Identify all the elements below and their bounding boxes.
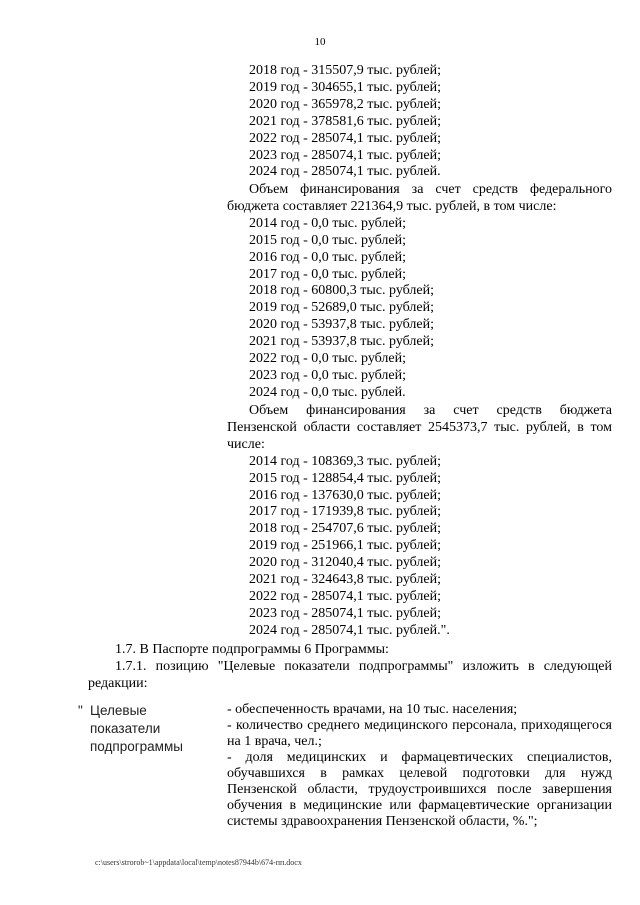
open-quote: " xyxy=(78,703,83,718)
funding-line: 2014 год - 0,0 тыс. рублей; xyxy=(249,215,407,231)
federal-funding-block xyxy=(227,182,612,402)
funding-line: 2022 год - 0,0 тыс. рублей; xyxy=(249,351,407,367)
funding-line: 2024 год - 0,0 тыс. рублей. xyxy=(249,384,406,400)
funding-line: 2020 год - 53937,8 тыс. рублей; xyxy=(249,317,435,333)
page-number: 10 xyxy=(314,36,326,48)
funding-line: 2024 год - 285074,1 тыс. рублей.". xyxy=(249,622,450,638)
funding-line: 2019 год - 251966,1 тыс. рублей; xyxy=(249,538,442,554)
label-line: подпрограммы xyxy=(90,739,183,754)
funding-line: 2015 год - 0,0 тыс. рублей; xyxy=(249,232,407,248)
label-line: Целевые xyxy=(90,703,147,718)
funding-line: 2016 год - 137630,0 тыс. рублей; xyxy=(249,487,442,503)
funding-line: 2018 год - 60800,3 тыс. рублей; xyxy=(249,283,435,299)
funding-line: 2015 год - 128854,4 тыс. рублей; xyxy=(249,470,442,486)
file-path-footer: c:\users\strorob~1\appdata\local\temp\notes87944b\674-пп.docx xyxy=(95,858,302,867)
funding-line: 2023 год - 0,0 тыс. рублей; xyxy=(249,367,407,383)
funding-line: 2014 год - 108369,3 тыс. рублей; xyxy=(249,453,442,469)
funding-line: 2022 год - 285074,1 тыс. рублей; xyxy=(249,130,442,146)
indicators-values-cell xyxy=(227,702,612,830)
funding-list-total xyxy=(227,63,612,181)
funding-line: 2016 год - 0,0 тыс. рублей; xyxy=(249,249,407,265)
funding-line: 2019 год - 304655,1 тыс. рублей; xyxy=(249,79,442,95)
indicators-label-cell xyxy=(78,702,222,756)
funding-line: 2024 год - 285074,1 тыс. рублей. xyxy=(249,164,441,180)
regional-funding-block xyxy=(227,403,612,640)
funding-line: 2023 год - 285074,1 тыс. рублей; xyxy=(249,605,442,621)
funding-line: 2017 год - 171939,8 тыс. рублей; xyxy=(249,504,442,520)
funding-line: 2018 год - 254707,6 тыс. рублей; xyxy=(249,521,442,537)
funding-line: 2017 год - 0,0 тыс. рублей; xyxy=(249,266,407,282)
section-1-7 xyxy=(88,641,612,692)
indicator-item: - обеспеченность врачами, на 10 тыс. населения; xyxy=(227,702,518,717)
funding-line: 2022 год - 285074,1 тыс. рублей; xyxy=(249,588,442,604)
funding-line: 2021 год - 378581,6 тыс. рублей; xyxy=(249,113,442,129)
indicator-item: - количество среднего медицинского персонала, приходящегося на 1 врача, чел.; xyxy=(227,718,612,749)
federal-funding-intro: Объем финансирования за счет средств федерального бюджета составляет 221364,9 тыс. рублей, в том числе: xyxy=(227,182,612,214)
label-line: показатели xyxy=(90,721,161,736)
item-1-7: 1.7. В Паспорте подпрограммы 6 Программы: xyxy=(115,642,389,657)
funding-line: 2018 год - 315507,9 тыс. рублей; xyxy=(249,63,442,78)
indicator-item: - доля медицинских и фармацевтических специалистов, обучавшихся в рамках целевой подготовки для нужд Пензенской области, трудоустроившихся после завершения обучения в медицинские или фармацевтические организации системы здравоохранения Пензенской области, %."; xyxy=(227,750,612,829)
funding-line: 2020 год - 312040,4 тыс. рублей; xyxy=(249,555,442,571)
funding-line: 2021 год - 324643,8 тыс. рублей; xyxy=(249,572,442,588)
funding-line: 2023 год - 285074,1 тыс. рублей; xyxy=(249,147,442,163)
funding-line: 2019 год - 52689,0 тыс. рублей; xyxy=(249,300,435,316)
regional-funding-intro: Объем финансирования за счет средств бюджета Пензенской области составляет 2545373,7 тыс. рублей, в том числе: xyxy=(227,403,612,452)
funding-line: 2020 год - 365978,2 тыс. рублей; xyxy=(249,96,442,112)
item-1-7-1: 1.7.1. позицию "Целевые показатели подпрограммы" изложить в следующей редакции: xyxy=(88,659,612,691)
funding-line: 2021 год - 53937,8 тыс. рублей; xyxy=(249,334,435,350)
